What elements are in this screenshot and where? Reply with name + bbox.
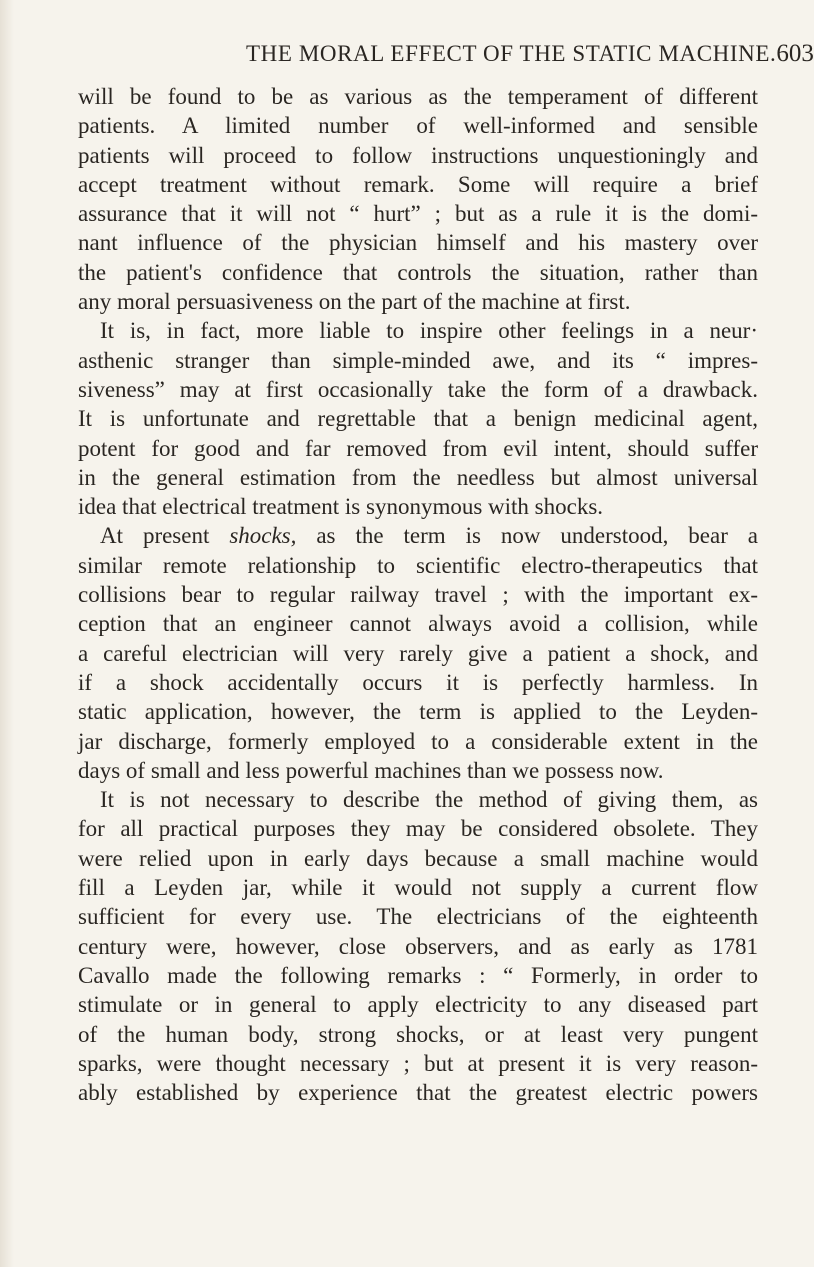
text-line: patients will proceed to follow instructions unquestioningly and [78,142,758,168]
text-line: siveness” may at first occasionally take the form of a drawback. [78,376,758,402]
text-line: assurance that it will not “ hurt” ; but as a rule it is the domi- [78,201,758,227]
text-line [78,521,758,550]
text-line: asthenic stranger than simple-minded awe, and its “ impres- [78,347,758,373]
text-line: a careful electrician will very rarely give a patient a shock, and [78,640,758,666]
text-line: ception that an engineer cannot always avoid a collision, while [78,611,758,637]
text-line: sparks, were thought necessary ; but at present it is very reason- [78,1050,758,1076]
italic-term: shocks, [229,523,297,549]
text-line: the patient's confidence that controls the situation, rather than [78,259,758,285]
text-fragment: as the term is now understood, bear a [316,523,759,549]
text-line: accept treatment without remark. Some will require a brief [78,171,758,197]
text-line: similar remote relationship to scientific electro-therapeutics that [78,552,758,578]
page-edge-shadow [0,0,14,1267]
text-line: ably established by experience that the greatest electric powers [78,1080,758,1106]
text-line: for all practical purposes they may be considered obsolete. They [78,816,758,842]
text-line: if a shock accidentally occurs it is perfectly harmless. In [78,669,758,695]
text-line: It is unfortunate and regrettable that a benign medicinal agent, [78,406,758,432]
text-line: fill a Leyden jar, while it would not supply a current flow [78,875,758,901]
header-title: THE MORAL EFFECT OF THE STATIC MACHINE. [246,41,777,66]
text-fragment: At present [100,523,210,549]
text-line: collisions bear to regular railway travel ; with the important ex- [78,582,758,608]
text-line: in the general estimation from the needless but almost universal [78,464,758,490]
text-line: It is not necessary to describe the method of giving them, as [100,787,758,813]
text-line: idea that electrical treatment is synonymous with shocks. [78,494,604,520]
text-line: patients. A limited number of well-informed and sensible [78,113,758,139]
text-line: will be found to be as various as the temperament of different [78,84,758,109]
page-number: 603 [776,40,814,67]
running-header [246,40,814,68]
text-line: Cavallo made the following remarks : “ Formerly, in order to [78,962,758,988]
text-line: days of small and less powerful machines than we possess now. [78,757,664,783]
text-line: of the human body, strong shocks, or at least very pungent [78,1021,758,1047]
text-line: sufficient for every use. The electricians of the eighteenth [78,904,758,930]
text-line: potent for good and far removed from evil intent, should suffer [78,435,758,461]
text-line: static application, however, the term is applied to the Leyden- [78,699,758,725]
body-text [78,82,758,1107]
text-line: nant influence of the physician himself and his mastery over [78,230,758,256]
text-line: were relied upon in early days because a small machine would [78,845,758,871]
text-line: century were, however, close observers, and as early as 1781 [78,933,758,959]
text-line: stimulate or in general to apply electricity to any diseased part [78,992,758,1018]
text-line: It is, in fact, more liable to inspire other feelings in a neur· [100,318,758,344]
text-line: jar discharge, formerly employed to a considerable extent in the [78,728,758,754]
text-line: any moral persuasiveness on the part of the machine at first. [78,289,631,315]
